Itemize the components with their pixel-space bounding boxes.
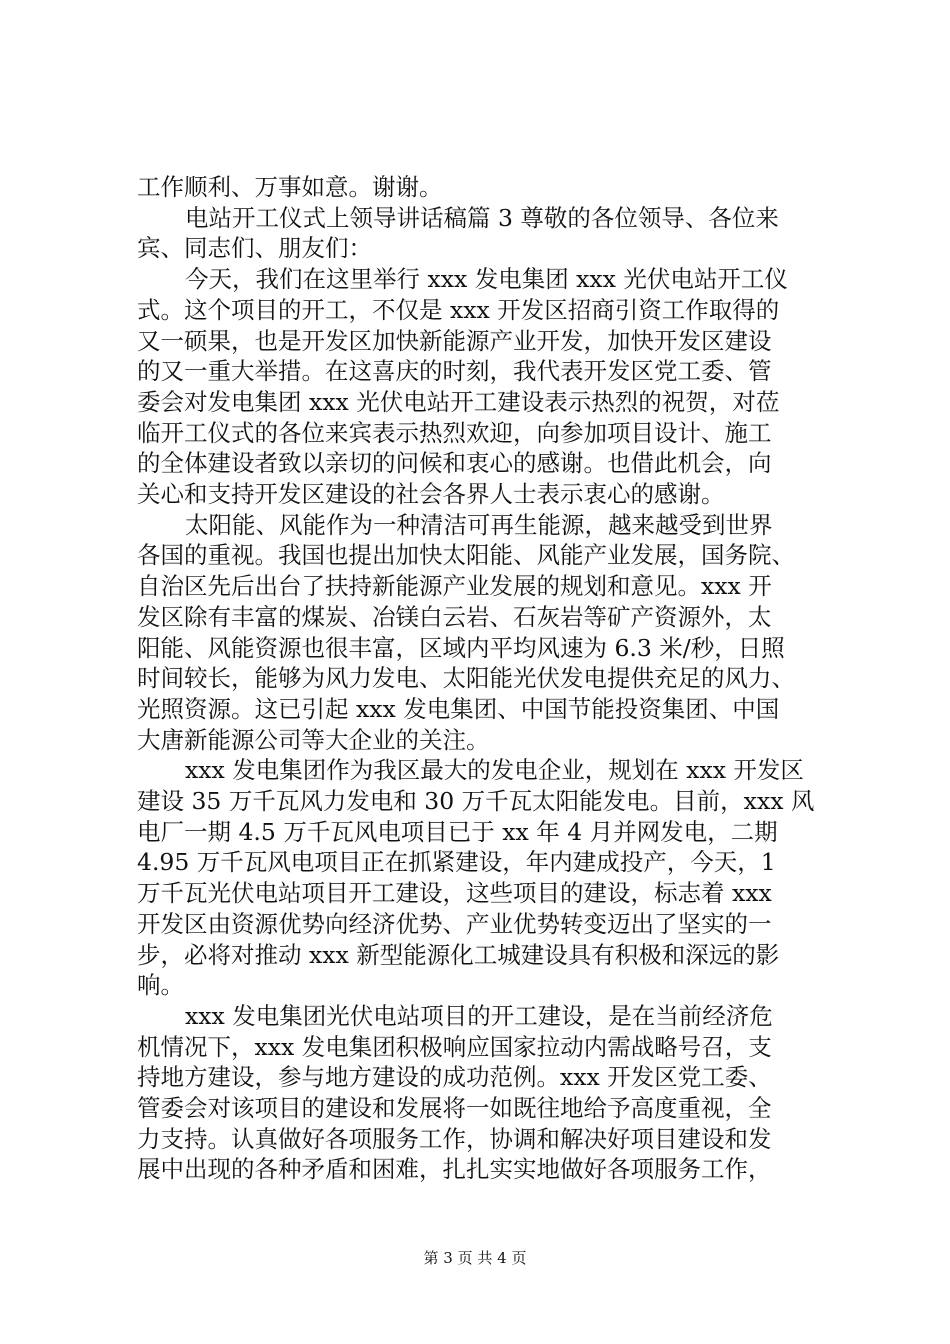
text-line: 电厂一期 4.5 万千瓦风电项目已于 xx 年 4 月并网发电，二期 [137, 817, 778, 846]
text-line: 太阳能、风能作为一种清洁可再生能源，越来越受到世界 [185, 510, 773, 539]
text-line: 关心和支持开发区建设的社会各界人士表示衷心的感谢。 [137, 480, 725, 508]
text-line: 临开工仪式的各位来宾表示热烈欢迎，向参加项目设计、施工 [137, 418, 772, 447]
text-line: 发区除有丰富的煤炭、冶镁白云岩、石灰岩等矿产资源外，太 [137, 602, 772, 631]
text-line: 的又一重大举措。在这喜庆的时刻，我代表开发区党工委、管 [137, 357, 772, 386]
text-line: 持地方建设，参与地方建设的成功范例。xxx 开发区党工委、 [137, 1063, 772, 1092]
text-line: 开发区由资源优势向经济优势、产业优势转变迈出了坚实的一 [137, 909, 772, 938]
text-line: 自治区先后出台了扶持新能源产业发展的规划和意见。xxx 开 [137, 572, 772, 601]
text-line: 机情况下，xxx 发电集团积极响应国家拉动内需战略号召，支 [137, 1032, 772, 1061]
text-line: xxx 发电集团光伏电站项目的开工建设，是在当前经济危 [185, 1001, 773, 1030]
text-line: 工作顺利、万事如意。谢谢。 [137, 173, 443, 201]
text-line: 今天，我们在这里举行 xxx 发电集团 xxx 光伏电站开工仪 [185, 265, 788, 294]
text-line: 大唐新能源公司等大企业的关注。 [137, 725, 490, 754]
text-line: 光照资源。这已引起 xxx 发电集团、中国节能投资集团、中国 [137, 694, 780, 723]
page-footer: 第 3 页 共 4 页 [423, 1249, 527, 1267]
text-line: 管委会对该项目的建设和发展将一如既往地给予高度重视，全 [137, 1094, 772, 1122]
text-line: 展中出现的各种矛盾和困难，扎扎实实地做好各项服务工作， [137, 1155, 772, 1184]
text-line: xxx 发电集团作为我区最大的发电企业，规划在 xxx 开发区 [185, 756, 804, 785]
text-line: 各国的重视。我国也提出加快太阳能、风能产业发展，国务院、 [137, 541, 795, 570]
text-line: 力支持。认真做好各项服务工作，协调和解决好项目建设和发 [137, 1124, 772, 1153]
text-line: 宾、同志们、朋友们： [137, 234, 372, 263]
text-line: 万千瓦光伏电站项目开工建设，这些项目的建设，标志着 xxx [137, 879, 772, 908]
text-line: 又一硕果，也是开发区加快新能源产业开发，加快开发区建设 [137, 326, 772, 355]
text-line: 电站开工仪式上领导讲话稿篇 3 尊敬的各位领导、各位来 [185, 203, 779, 232]
text-line: 4.95 万千瓦风电项目正在抓紧建设，年内建成投产，今天，1 [137, 848, 776, 877]
text-line: 委会对发电集团 xxx 光伏电站开工建设表示热烈的祝贺，对莅 [137, 387, 780, 416]
text-line: 响。 [137, 971, 184, 1000]
text-line: 建设 35 万千瓦风力发电和 30 万千瓦太阳能发电。目前，xxx 风 [137, 787, 815, 815]
text-line: 步，必将对推动 xxx 新型能源化工城建设具有积极和深远的影 [137, 940, 780, 969]
text-line: 式。这个项目的开工，不仅是 xxx 开发区招商引资工作取得的 [137, 295, 780, 324]
text-line: 的全体建设者致以亲切的问候和衷心的感谢。也借此机会，向 [137, 449, 772, 478]
text-line: 时间较长，能够为风力发电、太阳能光伏发电提供充足的风力、 [137, 664, 795, 693]
text-line: 阳能、风能资源也很丰富，区域内平均风速为 6.3 米/秒，日照 [137, 633, 785, 662]
